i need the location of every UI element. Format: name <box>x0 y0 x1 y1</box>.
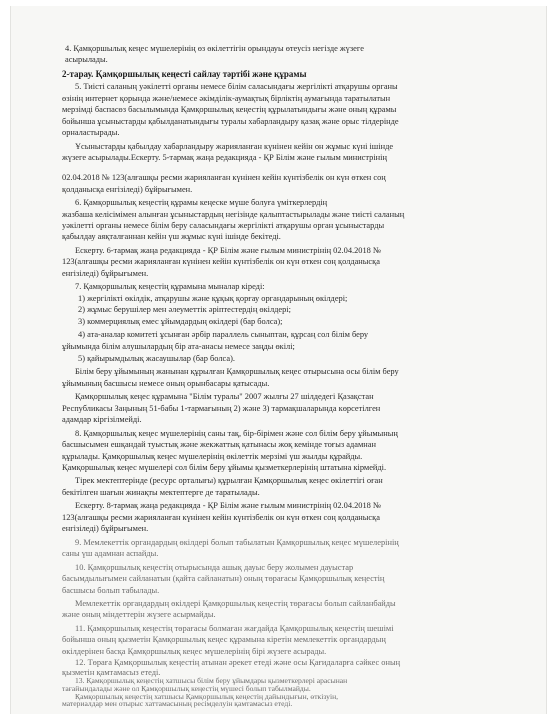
paragraph-8-text: бекітілген шағын жинақты мектептерге де таратылады. <box>62 487 260 497</box>
paragraph-7-text: Білім беру ұйымының жанынан құрылған Қамқоршылық кеңес отырысына осы білім беру <box>75 367 399 377</box>
paragraph-4-text: асырылады. <box>65 54 108 64</box>
paragraph-5-text: мерзімді баспасөз басылымында Қамқоршылық кеңестің құрылатындығы және оның құрамы <box>62 105 397 115</box>
chapter-2-heading: 2-тарау. Қамқоршылық кеңесті сайлау тәртібі және құрамы <box>62 68 307 79</box>
list-item: 2) жұмыс берушілер мен әлеуметтік әріптестердің өкілдері; <box>78 305 291 315</box>
paragraph-9-text: саны үш адамнан аспайды. <box>62 549 159 559</box>
paragraph-6-note: Ескерту. 6-тармақ жаңа редакцияда - ҚР Білім және ғылым министрінің 02.04.2018 № <box>75 245 381 255</box>
paragraph-8-note: 123(алғашқы ресми жарияланған күнінен кейін күнтізбелік он күн өткен соң қолданысқа <box>62 512 380 522</box>
paragraph-6-text: қабылдау аяқталғаннан кейін үш жұмыс күні ішінде бекітеді. <box>62 232 281 242</box>
paragraph-13-text: 13. Қамқоршылық кеңестің хатшысы білім беру ұйымдары қызметкерлері арасынан <box>75 676 348 686</box>
paragraph-7-text: ұйымының басшысы немесе оның орынбасары қатысады. <box>62 378 270 388</box>
document-page <box>10 6 547 714</box>
list-item: 4) ата-аналар комитеті ұсынған әрбір параллель сыныптан, құрсаң сол білім беру <box>78 330 369 340</box>
paragraph-8-text: Қамқоршылық кеңес мүшелері сол білім беру ұйымы қызметкерлерінің штатына кірмейді. <box>62 463 387 473</box>
list-item: ұйымында білім алушылардың бір ата-анасы немесе заңды өкілі; <box>62 341 295 351</box>
paragraph-5-note: 02.04.2018 № 123(алғашқы ресми жарияланған күнінен кейін күнтізбелік он күн өткен соң <box>62 173 386 183</box>
paragraph-10-text: басымдылығымен сайланатын (қайта сайланатын) оның төрағасы Қамқоршылық кеңестің <box>62 574 385 584</box>
paragraph-8-text: Тірек мектептерінде (ресурс орталығы) құрылған Қамқоршылық кеңес өкілеттігі оған <box>75 476 383 486</box>
paragraph-11-text: 11. Қамқоршылық кеңестің төрағасы болмаған жағдайда Қамқоршылық кеңестің шешімі <box>75 623 394 633</box>
paragraph-8-text: құрылады. Қамқоршылық кеңес мүшелерінің өкілеттік мерзімі үш жылды құрайды. <box>62 451 363 461</box>
paragraph-5-text: өзінің интернет қорында және/немесе әкімдiлік-аумақтық бірліктің аумағында таратылатын <box>62 93 391 103</box>
paragraph-7-text: Қамқоршылық кеңес құрамына "Білім туралы" 2007 жылғы 27 шілдедегі Қазақстан <box>75 392 374 402</box>
list-item: 5) қайырымдылық жасаушылар (бар болса). <box>78 353 235 363</box>
paragraph-11-text: бойынша оның қызметін Қамқоршылық кеңес құрамына кіретін мемлекеттік органдардың <box>62 635 386 645</box>
paragraph-5-text: Ұсыныстарды қабылдау хабарландыру жарияланған күнінен кейін он жұмыс күні ішінде <box>75 141 394 151</box>
paragraph-4-text: 4. Қамқоршылық кеңес мүшелерінің өз өкілеттігін орындауы өтеусіз негізде жүзеге <box>65 44 364 53</box>
paragraph-10-text: Мемлекеттік органдардың өкілдері Қамқоршылық кеңестің төрағасы болып сайланбайды <box>75 598 396 608</box>
paragraph-5-text: бойынша ұсыныстарды қабылданатындығы туралы хабарландыру қазақ және орыс тілдерінде <box>62 116 399 126</box>
paragraph-6-text: жазбаша келісімімен алынған ұсыныстардың негізінде қалыптастырылады және тиісті саланың <box>62 209 405 219</box>
paragraph-8-note: енгізіледі) бұйрығымен. <box>62 524 149 534</box>
paragraph-10-text: басшысы болып табылады. <box>62 585 160 595</box>
paragraph-8-text: басшысымен ешқандай туыстық және жекжаттық қатынасы жоқ кемінде тоғыз адамнан <box>62 440 376 450</box>
paragraph-6-note: 123(алғашқы ресми жарияланған күнінен кейін күнтізбелік он күн өткен соң қолданысқа <box>62 257 380 267</box>
paragraph-11-text: өкілдерінен басқа Қамқоршылық кеңес мүшелерінің бірі жүзеге асырады. <box>62 646 327 656</box>
paragraph-5-note: жүзеге асырылады.Ескерту. 5-тармақ жаңа редакцияда - ҚР Білім және ғылым министрінің <box>62 153 387 163</box>
paragraph-10-text: 10. Қамқоршылық кеңестің отырысында ашық дауыс беру жолымен дауыстар <box>75 562 354 572</box>
paragraph-12-text: қызметін қамтамасыз етеді. <box>62 667 161 677</box>
paragraph-5-note: қолданысқа енгізіледі) бұйрығымен. <box>62 184 193 194</box>
paragraph-8-note: Ескерту. 8-тармақ жаңа редакцияда - ҚР Білім және ғылым министрінің 02.04.2018 № <box>75 501 381 511</box>
paragraph-7-text: Республикасы Заңының 51-бабы 1-тармағының 2) және 3) тармақшаларында көрсетілген <box>62 403 381 413</box>
paragraph-13-text: тағайындалады және ол Қамқоршылық кеңестің мүшесі болып табылмайды. <box>62 684 311 694</box>
paragraph-12-text: 12. Төраға Қамқоршылық кеңестің атынан әрекет етеді және осы Қағидаларға сәйкес оның <box>75 658 401 668</box>
paragraph-5-text: орналастырады. <box>62 128 120 138</box>
paragraph-6-text: 6. Қамқоршылық кеңестің құрамы кеңеске мүше болуға үміткерлердің <box>75 198 328 208</box>
paragraph-13-text: Қамқоршылық кеңестің хатшысы Қамқоршылық кеңестің дайындығын, өткізуін, <box>75 691 339 701</box>
paragraph-7-text: 7. Қамқоршылық кеңестің құрамына мыналар кіреді: <box>75 282 265 292</box>
paragraph-7-text: адамдар кіргізілмейді. <box>62 415 142 425</box>
paragraph-6-note: енгізіледі) бұйрығымен. <box>62 268 149 278</box>
paragraph-13-text: материалдар мен отырыс хаттамасының ресімделуін қамтамасыз етеді. <box>62 699 293 709</box>
paragraph-6-text: уәкілетті органы немесе білім беру саласындағы жергілікті атқарушы орган ұсыныстарды <box>62 221 385 230</box>
paragraph-10-text: және оның міндеттерін жүзеге асырмайды. <box>62 610 216 620</box>
paragraph-5-text: 5. Тиісті саланың уәкілетті органы немесе білім саласындағы жергілікті атқарушы органы <box>75 82 398 92</box>
paragraph-8-text: 8. Қамқоршылық кеңес мүшелерінің саны тақ, бір-бірімен және сол білім беру ұйымының <box>75 428 398 438</box>
paragraph-9-text: 9. Мемлекеттік органдардың өкілдері болып табылатын Қамқоршылық кеңес мүшелерінің <box>75 537 399 547</box>
list-item: 3) коммерциялық емес ұйымдардың өкілдері (бар болса); <box>78 316 283 326</box>
list-item: 1) жергілікті өкілдік, атқарушы және құқық қорғау органдарының өкілдері; <box>78 293 348 303</box>
